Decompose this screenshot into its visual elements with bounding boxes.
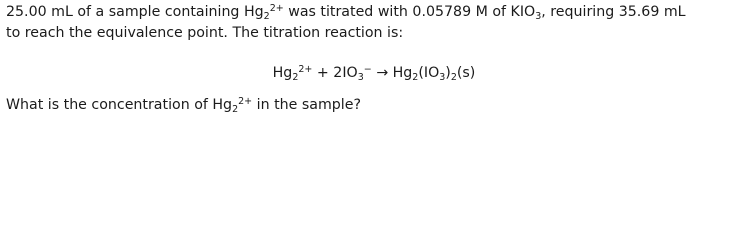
text-segment: What is the concentration of Hg bbox=[6, 97, 233, 113]
product-state: (s) bbox=[456, 65, 476, 81]
subscript: 3 bbox=[357, 72, 364, 83]
subscript: 2 bbox=[263, 11, 270, 22]
superscript-charge: 2+ bbox=[298, 64, 313, 75]
product-mid: (IO bbox=[418, 65, 440, 81]
subscript: 2 bbox=[232, 104, 239, 115]
subscript: 2 bbox=[412, 72, 419, 83]
reactant-hg: Hg bbox=[272, 65, 293, 81]
product-paren: ) bbox=[445, 65, 451, 81]
superscript-charge: − bbox=[363, 64, 372, 75]
question-line bbox=[6, 97, 361, 114]
superscript-charge: 2+ bbox=[269, 3, 284, 14]
text-segment: in the sample? bbox=[252, 97, 361, 113]
subscript: 2 bbox=[292, 72, 299, 83]
superscript-charge: 2+ bbox=[238, 96, 253, 107]
text-segment: 25.00 mL of a sample containing Hg bbox=[6, 4, 264, 20]
subscript: 2 bbox=[450, 72, 457, 83]
arrow-product: → Hg bbox=[371, 65, 413, 81]
text-segment: was titrated with 0.05789 M of KIO bbox=[283, 4, 536, 20]
subscript: 3 bbox=[535, 11, 542, 22]
plus-iodate: + 2IO bbox=[312, 65, 358, 81]
text-segment: , requiring 35.69 mL bbox=[541, 4, 686, 20]
problem-statement-line-2 bbox=[6, 25, 403, 42]
subscript: 3 bbox=[439, 72, 446, 83]
titration-equation bbox=[0, 65, 740, 82]
problem-statement-line-1 bbox=[6, 4, 686, 21]
text-segment: to reach the equivalence point. The titration reaction is: bbox=[6, 25, 404, 41]
